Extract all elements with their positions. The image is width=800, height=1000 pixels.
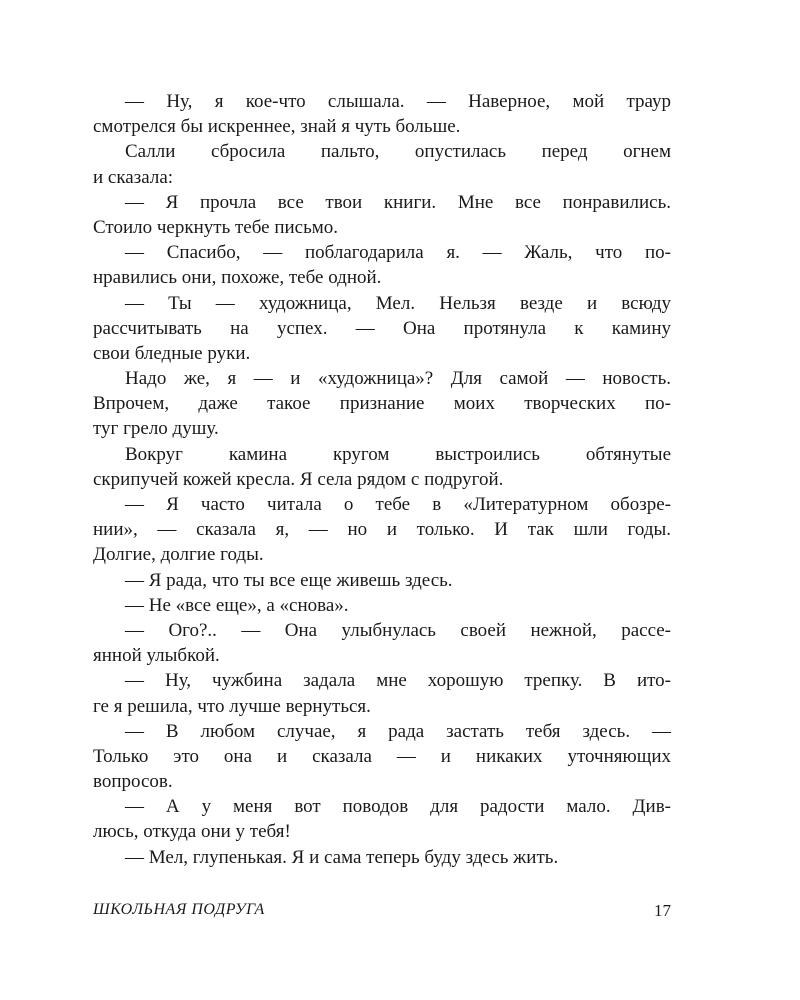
- text-line: — Не «все еще», а «снова».: [125, 594, 349, 616]
- page-number: 17: [654, 901, 671, 920]
- text-line: — В любом случае, я рада застать тебя здесь. —: [125, 720, 671, 742]
- text-line: Надо же, я — и «художница»? Для самой — новость.: [125, 368, 671, 390]
- text-line: — Ты — художница, Мел. Нельзя везде и всюду: [125, 292, 671, 314]
- text-line: рассчитывать на успех. — Она протянула к камину: [93, 317, 671, 339]
- text-line: — Я прочла все твои книги. Мне все понравились.: [125, 191, 671, 213]
- text-line: — Спасибо, — поблагодарила я. — Жаль, что по-: [125, 242, 671, 264]
- text-line: Салли сбросила пальто, опустилась перед огнем: [125, 141, 671, 163]
- text-line: Вокруг камина кругом выстроились обтянутые: [125, 443, 671, 465]
- text-line: люсь, откуда они у тебя!: [93, 821, 291, 843]
- page-footer: [93, 901, 671, 925]
- text-line: ге я решила, что лучше вернуться.: [93, 695, 371, 717]
- text-line: вопросов.: [93, 771, 173, 793]
- body-text: [93, 89, 671, 870]
- running-title: ШКОЛЬНАЯ ПОДРУГА: [93, 901, 265, 918]
- text-line: нравились они, похоже, тебе одной.: [93, 267, 382, 289]
- text-line: скрипучей кожей кресла. Я села рядом с подругой.: [93, 468, 504, 490]
- text-line: Стоило черкнуть тебе письмо.: [93, 216, 339, 238]
- text-line: — Ого?.. — Она улыбнулась своей нежной, рассе-: [125, 619, 671, 641]
- text-line: — Я рада, что ты все еще живешь здесь.: [125, 569, 453, 591]
- text-line: нии», — сказала я, — но и только. И так шли годы.: [93, 519, 671, 541]
- text-line: Только это она и сказала — и никаких уточняющих: [93, 745, 671, 767]
- text-line: — Ну, чужбина задала мне хорошую трепку. В ито-: [125, 670, 671, 692]
- text-line: — А у меня вот поводов для радости мало. Див-: [125, 796, 671, 818]
- text-line: и сказала:: [93, 166, 174, 188]
- text-line: Долгие, долгие годы.: [93, 544, 264, 566]
- text-line: туг грело душу.: [93, 418, 219, 440]
- text-line: свои бледные руки.: [93, 342, 251, 364]
- text-line: Впрочем, даже такое признание моих творческих по-: [93, 393, 671, 415]
- text-line: — Мел, глупенькая. Я и сама теперь буду здесь жить.: [125, 846, 559, 868]
- text-line: — Ну, я кое-что слышала. — Наверное, мой траур: [125, 91, 671, 112]
- text-line: — Я часто читала о тебе в «Литературном обозре-: [125, 494, 671, 515]
- text-line: янной улыбкой.: [93, 645, 220, 667]
- text-line: смотрелся бы искреннее, знай я чуть больше.: [93, 116, 461, 138]
